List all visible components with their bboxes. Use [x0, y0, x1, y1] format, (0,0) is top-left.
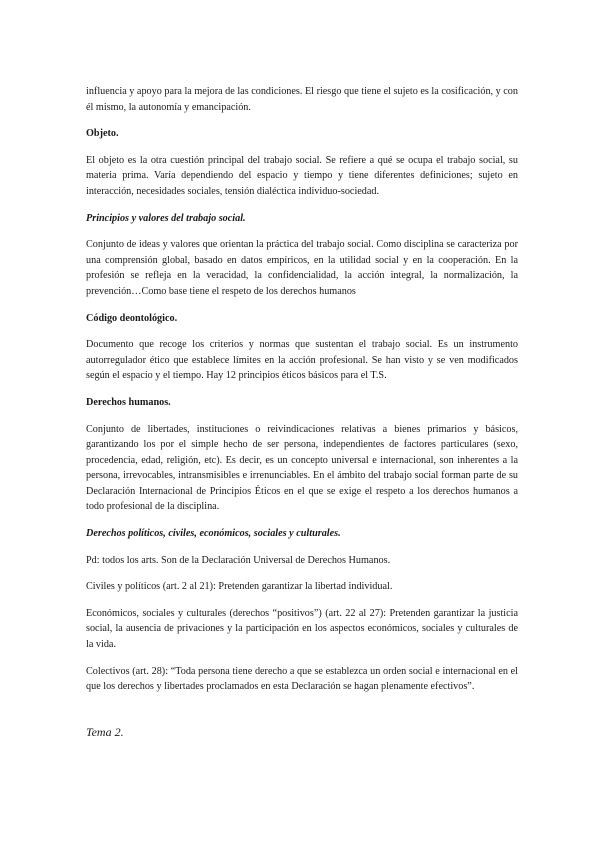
heading-codigo: Código deontológico.: [86, 312, 178, 324]
heading-objeto: Objeto.: [86, 128, 119, 140]
heading-principios: Principios y valores del trabajo social.: [86, 212, 246, 224]
paragraph-codigo: Documento que recoge los criterios y normas que sustentan el trabajo social. Es un instrumento autorregulador ético que establece límites en la acción profesional. Se han visto y se ven modificados según el espacio y el tiempo. Hay 12 principios éticos básicos para el T.S.: [86, 339, 518, 382]
heading-derechos-politicos: Derechos políticos, civiles, económicos, sociales y culturales.: [86, 528, 341, 540]
document-body: [86, 84, 518, 706]
paragraph-intro: influencia y apoyo para la mejora de las condiciones. El riesgo que tiene el sujeto es la cosificación, y con él mismo, la autonomía y emancipación.: [86, 86, 518, 113]
paragraph-derechos-humanos: Conjunto de libertades, instituciones o reivindicaciones relativas a bienes primarios y básicos, garantizando los por el simple hecho de ser persona, independientes de factores particulares (sexo, procedencia, edad, religión, etc). Es decir, es un concepto universal e internacional, son inherentes a la persona, irrevocables, intransmisibles e irrenunciables. En el ámbito del trabajo social forman parte de su Declaración Internacional de Principios Éticos en el que se exige el respeto a los derechos humanos a todo profesional de la disciplina.: [86, 423, 518, 513]
paragraph-economicos: Económicos, sociales y culturales (derechos “positivos”) (art. 22 al 27): Pretenden garantizar la justicia social, la ausencia de privaciones y la participación en los aspectos económicos, sociales y culturales de la vida.: [86, 607, 518, 651]
paragraph-objeto: El objeto es la otra cuestión principal del trabajo social. Se refiere a qué se ocupa el trabajo social, su materia prima. Varía dependiendo del espacio y tiempo y tiene diferentes definiciones; sujeto en interacción, necesidades sociales, tensión dialéctica individuo-sociedad.: [86, 154, 518, 197]
heading-derechos-humanos: Derechos humanos.: [86, 396, 171, 408]
paragraph-colectivos: Colectivos (art. 28): “Toda persona tiene derecho a que se establezca un orden social e internacional en el que los derechos y libertades proclamados en esta Declaración se hagan plenamente efectivos”.: [86, 665, 518, 693]
paragraph-principios: Conjunto de ideas y valores que orientan la práctica del trabajo social. Como disciplina se caracteriza por una comprensión global, basado en datos empíricos, en la utilidad social y en la cooperación. En la profesión se refleja en la veracidad, la confidencialidad, la acción integral, la normalización, la prevención…Como base tiene el respeto de los derechos humanos: [86, 239, 518, 297]
paragraph-pd: Pd: todos los arts. Son de la Declaración Universal de Derechos Humanos.: [86, 554, 391, 566]
paragraph-civiles: Civiles y políticos (art. 2 al 21): Pretenden garantizar la libertad individual.: [86, 581, 393, 593]
section-heading-tema: Tema 2.: [86, 725, 124, 739]
